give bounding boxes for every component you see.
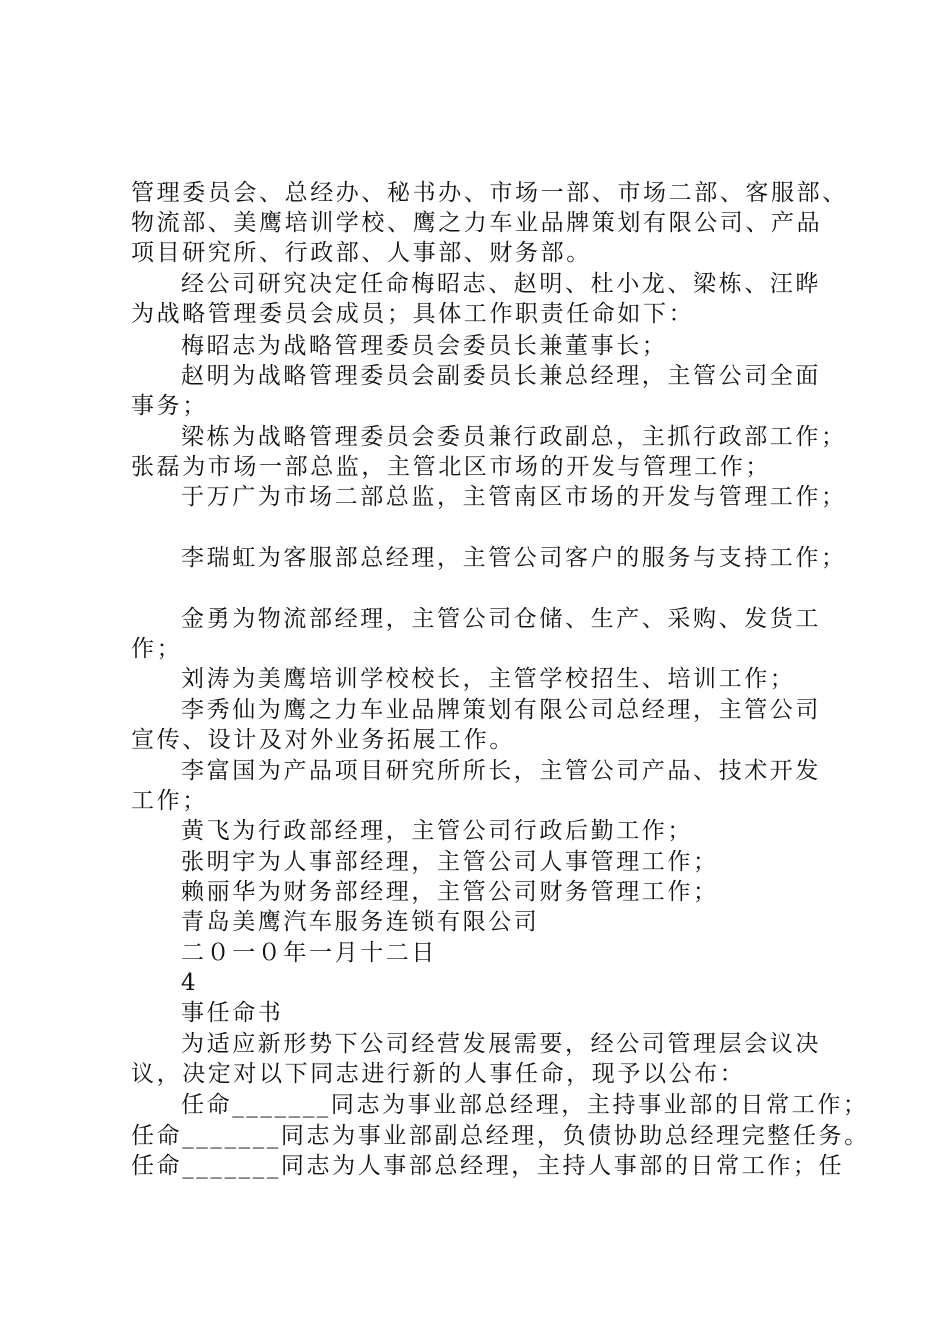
text-line: 张明宇为人事部经理，主管公司人事管理工作； <box>181 849 719 875</box>
text-line: 经公司研究决定任命梅昭志、赵明、杜小龙、梁栋、汪晔 <box>181 271 821 297</box>
text-line: 二０一０年一月十二日 <box>181 940 437 966</box>
text-line: 于万广为市场二部总监，主管南区市场的开发与管理工作； <box>181 484 847 510</box>
text-line: 刘涛为美鹰培训学校校长，主管学校招生、培训工作； <box>181 666 796 692</box>
text-line: 赖丽华为财务部经理，主管公司财务管理工作； <box>181 879 719 905</box>
text-line: 任命_______同志为事业部副总经理，负债协助总经理完整任务。 <box>131 1123 870 1149</box>
text-line: 金勇为物流部经理，主管公司仓储、生产、采购、发货工 <box>181 606 821 632</box>
text-line: 黄飞为行政部经理，主管公司行政后勤工作； <box>181 818 693 844</box>
text-line: 为战略管理委员会成员；具体工作职责任命如下： <box>131 301 695 327</box>
text-line: 事务； <box>131 393 208 419</box>
text-line: 工作； <box>131 788 208 814</box>
text-line: 任命_______同志为事业部总经理，主持事业部的日常工作； <box>181 1092 869 1118</box>
text-line: 管理委员会、总经办、秘书办、市场一部、市场二部、客服部、 <box>131 180 848 206</box>
text-line: 为适应新形势下公司经营发展需要，经公司管理层会议决 <box>181 1031 821 1057</box>
text-line: 梁栋为战略管理委员会委员兼行政副总，主抓行政部工作； <box>181 424 847 450</box>
text-line: 任命_______同志为人事部总经理，主持人事部的日常工作；任 <box>131 1153 845 1179</box>
text-line: 项目研究所、行政部、人事部、财务部。 <box>131 240 592 266</box>
text-line: 作； <box>131 636 183 662</box>
text-line: 张磊为市场一部总监，主管北区市场的开发与管理工作； <box>131 454 771 480</box>
page-number: 4 <box>181 970 199 996</box>
text-line: 宣传、设计及对外业务拓展工作。 <box>131 727 515 753</box>
text-line: 议，决定对以下同志进行新的人事任命，现予以公布： <box>131 1061 746 1087</box>
text-line: 赵明为战略管理委员会副委员长兼总经理，主管公司全面 <box>181 363 821 389</box>
text-line: 梅昭志为战略管理委员会委员长兼董事长； <box>181 333 668 359</box>
section-title: 事任命书 <box>181 1000 284 1026</box>
text-line: 李瑞虹为客服部总经理，主管公司客户的服务与支持工作； <box>181 545 847 571</box>
text-line: 青岛美鹰汽车服务连锁有限公司 <box>181 909 540 935</box>
text-line: 李富国为产品项目研究所所长，主管公司产品、技术开发 <box>181 758 821 784</box>
text-line: 物流部、美鹰培训学校、鹰之力车业品牌策划有限公司、产品 <box>131 210 823 236</box>
text-line: 李秀仙为鹰之力车业品牌策划有限公司总经理，主管公司 <box>181 697 821 723</box>
